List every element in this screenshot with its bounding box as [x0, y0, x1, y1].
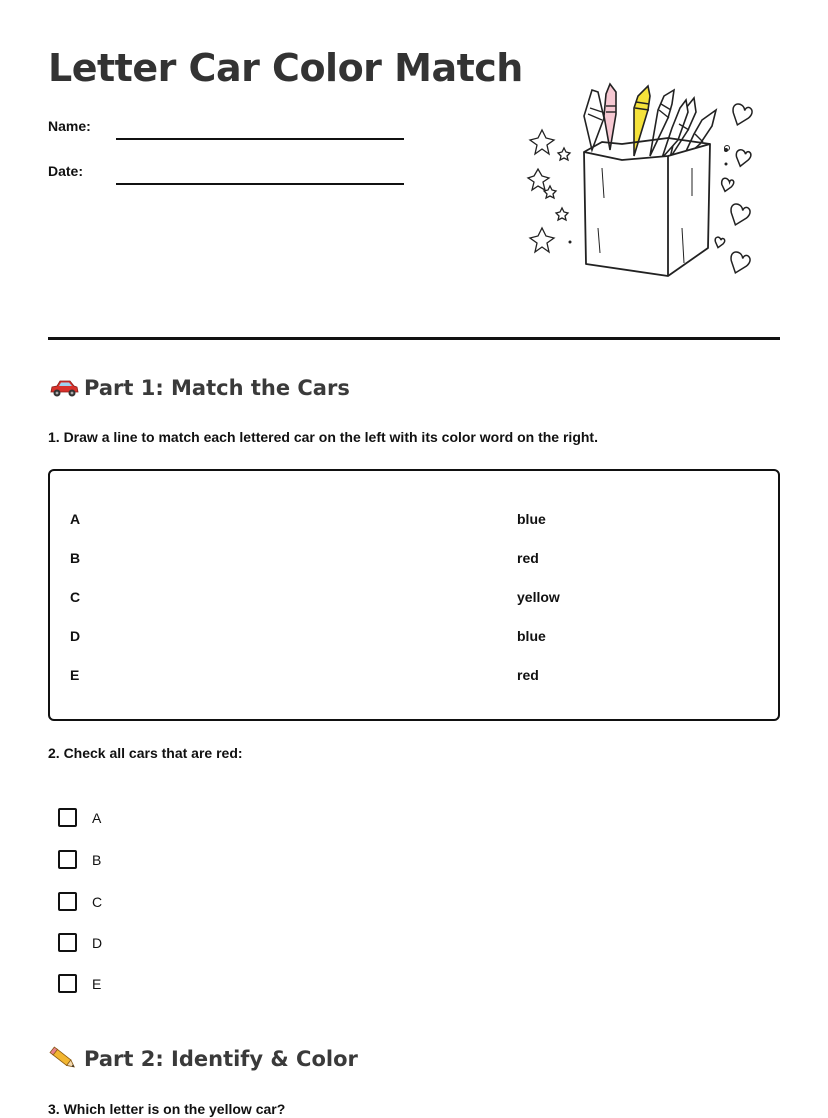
- checklist-item[interactable]: [58, 808, 101, 827]
- part1-heading-text: Part 1: Match the Cars: [84, 376, 350, 400]
- page-title: Letter Car Color Match: [48, 46, 523, 90]
- checkbox[interactable]: [58, 933, 77, 952]
- question-2: 2. Check all cars that are red:: [48, 745, 243, 761]
- match-left-item[interactable]: E: [70, 667, 80, 683]
- checkbox[interactable]: [58, 808, 77, 827]
- checkbox-label: B: [92, 851, 102, 868]
- part1-heading: [48, 375, 350, 401]
- match-right-item[interactable]: blue: [517, 511, 546, 527]
- match-left-item[interactable]: D: [70, 628, 81, 644]
- match-left-item[interactable]: C: [70, 589, 81, 605]
- match-right-item[interactable]: red: [517, 667, 539, 683]
- checklist-item[interactable]: [58, 892, 102, 911]
- question-3: 3. Which letter is on the yellow car?: [48, 1101, 286, 1117]
- crayon-cup-illustration: [522, 78, 766, 288]
- match-left-item[interactable]: A: [70, 511, 81, 527]
- name-field[interactable]: [116, 138, 404, 140]
- match-right-item[interactable]: yellow: [517, 589, 560, 605]
- match-box: [48, 469, 780, 721]
- part2-heading-text: Part 2: Identify & Color: [84, 1047, 358, 1071]
- part2-heading: [48, 1046, 358, 1072]
- match-right-item[interactable]: blue: [517, 628, 546, 644]
- checkbox[interactable]: [58, 850, 77, 869]
- match-right-item[interactable]: red: [517, 550, 539, 566]
- name-label: Name:: [48, 118, 91, 134]
- checkbox-label: C: [92, 893, 103, 910]
- checkbox[interactable]: [58, 892, 77, 911]
- pencil-icon: [48, 1046, 80, 1072]
- date-field[interactable]: [116, 183, 404, 185]
- car-icon: [48, 375, 80, 401]
- question-1: 1. Draw a line to match each lettered car on the left with its color word on the right.: [48, 429, 598, 445]
- match-left-item[interactable]: B: [70, 550, 81, 566]
- checkbox-label: D: [92, 934, 103, 951]
- date-label: Date:: [48, 163, 84, 179]
- checklist-item[interactable]: [58, 850, 101, 869]
- checkbox[interactable]: [58, 974, 77, 993]
- section-divider: [48, 337, 780, 340]
- checkbox-label: A: [92, 809, 102, 826]
- checklist-item[interactable]: [58, 933, 102, 952]
- checkbox-label: E: [92, 975, 102, 992]
- checklist-item[interactable]: [58, 974, 101, 993]
